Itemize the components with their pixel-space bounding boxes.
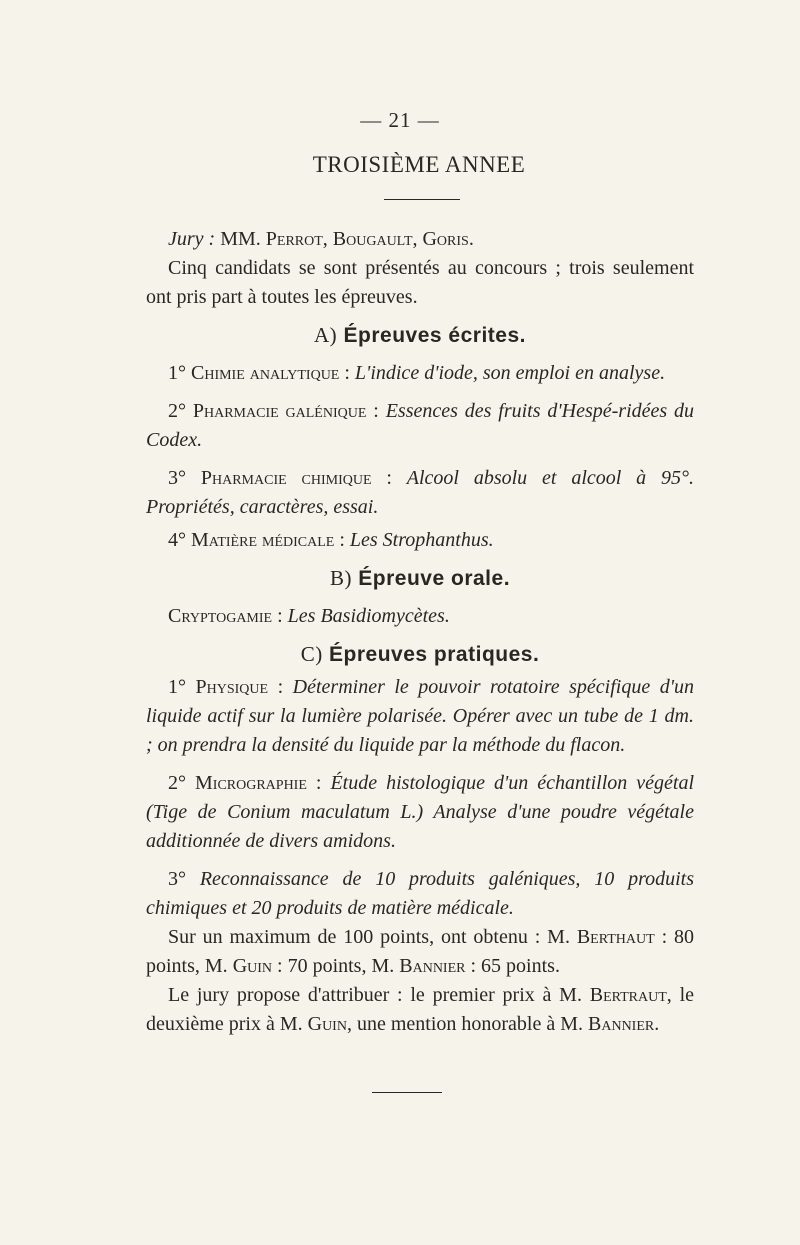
section-c-heading [146, 640, 694, 669]
item-number: 2° [168, 772, 186, 794]
item-number: 1° [168, 676, 186, 698]
proposal-text: Le jury propose d'attribuer : le premier prix à M. [168, 984, 582, 1006]
item-topic: Alcool absolu et alcool à 95°. Propriétés, caractères, essai. [146, 467, 695, 518]
results-text: : 65 points. [470, 955, 560, 977]
candidate-name: Bertraut [589, 984, 667, 1006]
written-item-4 [146, 526, 694, 555]
candidate-name: Bannier [399, 955, 466, 977]
results-text: Sur un maximum de 100 points, ont obtenu : M. [168, 926, 570, 948]
item-topic: L'indice d'iode, son emploi en analyse. [354, 362, 666, 384]
item-subject: Pharmacie galénique : [192, 400, 379, 422]
jury-label: Jury : [168, 228, 216, 250]
section-b-heading [146, 564, 694, 593]
proposal-paragraph [146, 981, 694, 1039]
results-paragraph [146, 923, 694, 981]
section-c-mark: C) [300, 642, 323, 666]
item-topic: Essences des fruits d'Hespé-ridées du Codex. [146, 400, 695, 451]
item-number: 3° [168, 467, 186, 489]
item-topic: Reconnaissance de 10 produits galéniques, 10 produits chimiques et 20 produits de matière médicale. [146, 868, 695, 919]
item-topic: Les Basidiomycètes. [287, 605, 450, 627]
section-c-title: Épreuves pratiques. [329, 643, 540, 666]
item-subject: Matière médicale : [191, 529, 345, 551]
jury-members: MM. Perrot, Bougault, Goris. [220, 228, 474, 250]
item-number: 2° [168, 400, 186, 422]
written-item-2 [146, 397, 694, 455]
results-text: : 70 points, M. [277, 955, 395, 977]
item-subject: Chimie analytique : [191, 362, 350, 384]
proposal-text: , une mention honorable à M. [346, 1013, 584, 1035]
section-a-mark: A) [314, 323, 338, 347]
section-a-heading [146, 321, 694, 350]
page-number: — 21 — [360, 108, 440, 132]
section-title: TROISIÈME ANNEE [312, 152, 526, 177]
item-number: 3° [168, 868, 186, 890]
candidate-name: Berthaut [576, 926, 655, 948]
candidate-name: Guin [307, 1013, 347, 1035]
item-subject: Physique : [195, 676, 284, 698]
intro-paragraph: Cinq candidats se sont présentés au concours ; trois seulement ont pris part à toutes les épreuves. [146, 257, 694, 308]
item-topic: Déterminer le pouvoir rotatoire spécifique d'un liquide actif sur la lumière polarisée. Opérer avec un tube de 1 dm. ; on prendra la densité du liquide par la méthode du flacon. [146, 676, 695, 756]
candidate-name: Guin [232, 955, 273, 977]
candidate-name: Bannier [588, 1013, 655, 1035]
item-subject: Cryptogamie : [168, 605, 283, 627]
practical-item-3 [146, 865, 694, 923]
practical-item-1 [146, 673, 694, 760]
jury-line [146, 225, 694, 254]
section-b-title: Épreuve orale. [358, 567, 511, 590]
oral-item [146, 602, 694, 631]
document-body [146, 225, 694, 1039]
title-divider [384, 199, 460, 200]
item-topic: Étude histologique d'un échantillon végétal (Tige de Conium maculatum L.) Analyse d'une poudre végétale additionnée de divers amidons. [146, 772, 694, 852]
end-divider [372, 1092, 442, 1093]
written-item-3 [146, 464, 694, 522]
results-text: : 80 points, M. [146, 926, 695, 977]
item-subject: Micrographie : [195, 772, 322, 794]
item-topic: Les Strophanthus. [349, 529, 494, 551]
practical-item-2 [146, 769, 694, 856]
proposal-text: . [654, 1013, 660, 1035]
section-a-title: Épreuves écrites. [343, 324, 526, 347]
item-number: 1° [168, 362, 186, 384]
proposal-text: , le deuxième prix à M. [146, 984, 694, 1035]
item-subject: Pharmacie chimique : [200, 467, 392, 489]
section-b-mark: B) [329, 566, 352, 590]
item-number: 4° [168, 529, 186, 551]
written-item-1 [146, 359, 694, 388]
